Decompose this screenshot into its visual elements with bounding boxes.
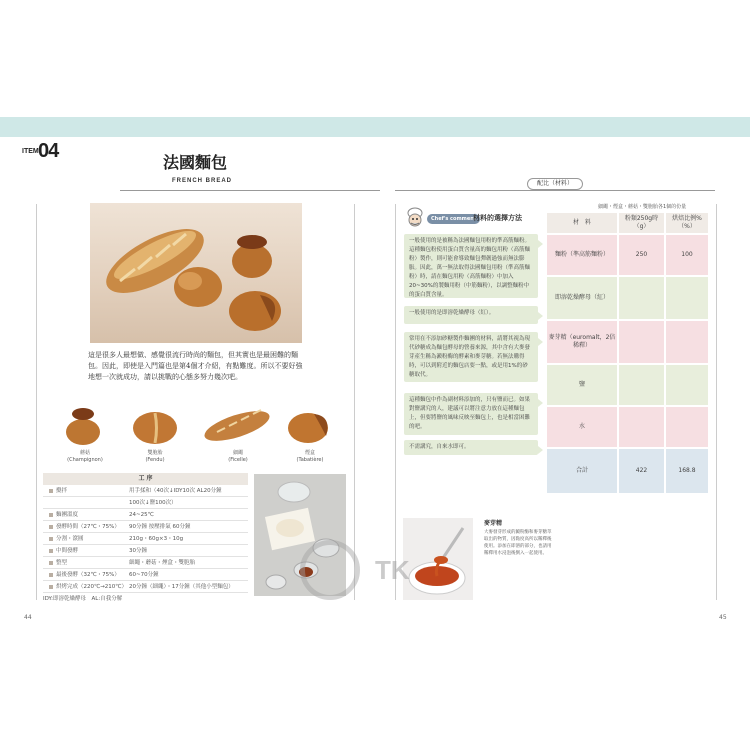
comment-salt: 這種麵包中作為副材料添加的，只有鹽而已。如果對鹽講究的人，建議可以將注意力放在這種麵包上，但要將鹽的風味反映至麵包上，也是相當困難的吧。 xyxy=(404,393,538,435)
variety-en: (Fendu) xyxy=(145,457,165,463)
chef-comment-title: 材料的選擇方法 xyxy=(473,214,522,222)
row-yeast-pct xyxy=(666,277,708,319)
variety-name: 雙胞胎 xyxy=(147,450,163,456)
recipe-label: 配比（材料） xyxy=(527,178,583,190)
intro-text: 這是很多人最想做、感覺很流行時尚的麵包，但其實也是最困難的麵包。因此，即使是入門篇也是第4個才介紹，有點難度。所以不要好強地想一次就成功，請以挑戰的心態多努力幾次吧。 xyxy=(88,351,303,381)
process-key: 發酵時間（27℃・75%） xyxy=(49,522,120,533)
chef-badge: Chef's comment xyxy=(427,214,480,224)
header-grams: 粉類250g時（g） xyxy=(619,213,664,233)
process-value: 細繩・蘑菇・煙盒・雙胞胎 xyxy=(129,560,196,566)
row-water-pct xyxy=(666,407,708,447)
row-total-g: 422 xyxy=(619,449,664,493)
process-key: 麵團溫度 xyxy=(49,510,78,521)
row-salt-g xyxy=(619,365,664,405)
row-flour-pct: 100 xyxy=(666,235,708,275)
process-row xyxy=(43,486,248,497)
variety-en: (Tabatière) xyxy=(296,457,324,463)
row-malt-name: 麥芽精（euromalt，2倍稀釋） xyxy=(547,321,617,363)
main-bread-photo xyxy=(90,203,302,343)
process-value: 24~25℃ xyxy=(129,512,154,518)
comment-yeast: 一般使用的是即溶乾燥酵母（紅）。 xyxy=(404,306,538,324)
variety-ficelle xyxy=(203,400,263,463)
process-row xyxy=(43,546,248,557)
page-number-left: 44 xyxy=(24,614,32,621)
row-flour-g: 250 xyxy=(619,235,664,275)
variety-name: 煙盒 xyxy=(304,450,315,456)
title-rule xyxy=(120,190,380,191)
malt-text: 大麥發芽形成的澱粉酶和麥芽糖萃取出的物質，因黏度高所以稀釋後使用。添加在即溶的部分，也請用稀釋用水浸泡後倒入一起使用。 xyxy=(484,530,552,556)
comment-malt: 常用在不添加砂糖製作麵團的材料，請將其視為現代砂糖成為麵包酵母的營養來源，其中含有大麥發芽產生稱為澱粉酶的酵素和麥芽糖。若無法購得時，可以到附近的麵包店要一點，或是用1%的砂糖取代。 xyxy=(404,332,538,382)
variety-tabatiere xyxy=(280,400,340,463)
process-row xyxy=(43,558,248,569)
watermark-text: TK xyxy=(375,555,410,585)
page-title: 法國麵包 xyxy=(163,153,228,172)
item-number: 04 xyxy=(38,140,59,162)
chef-icon xyxy=(404,207,426,229)
process-value: 60~70分鐘 xyxy=(129,572,159,578)
header-material: 材 料 xyxy=(547,213,617,233)
process-row xyxy=(43,534,248,545)
process-value: 210g・60g×3・10g xyxy=(129,536,184,542)
recipe-note: 細繩・煙盒・蘑菇・雙胞胎各1個的份量 xyxy=(598,204,687,210)
row-total-pct: 168.8 xyxy=(666,449,708,493)
process-key: 最後發酵（32℃・75%） xyxy=(49,570,120,581)
process-key: 烘烤完成（220℃→210℃） xyxy=(49,582,127,593)
variety-en: (Ficelle) xyxy=(228,457,248,463)
process-row xyxy=(43,522,248,533)
process-key: 攪拌 xyxy=(49,486,67,497)
bread-varieties xyxy=(55,400,345,480)
process-value: 30分鐘 xyxy=(129,548,147,554)
title-rule-right xyxy=(395,190,715,191)
variety-name: 細繩 xyxy=(232,450,243,456)
process-value: 90分鐘 按壓排氣 60分鐘 xyxy=(129,524,191,530)
process-table-header: 工 序 xyxy=(43,473,248,485)
variety-en: (Champignon) xyxy=(67,457,103,463)
row-yeast-name: 即溶乾燥酵母（紅） xyxy=(547,277,617,319)
process-footnote: IDY:即溶乾燥酵母 AL:自我分解 xyxy=(43,596,123,602)
variety-fendu xyxy=(125,400,185,463)
page-subtitle: FRENCH BREAD xyxy=(172,178,232,184)
variety-champignon xyxy=(55,400,115,463)
comment-flour: 一般使用的是被稱為法國麵包用粉的準高筋麵粉。這種麵包粉使用蛋白質含量高的麵包用粉（高筋麵粉）製作，則可能會導致麵包彈韌過強而無法膨脹。因此，萬一無法取得法國麵包用粉（準高筋麵粉）時，請在麵包用粉（高筋麵粉）中加入20~30%的製麵用粉（中筋麵粉），以調整麵粉中的蛋白質含量。 xyxy=(404,234,538,298)
row-yeast-g xyxy=(619,277,664,319)
row-water-g xyxy=(619,407,664,447)
process-row xyxy=(43,510,248,521)
gutter-line-left xyxy=(354,204,355,600)
malt-title: 麥芽精 xyxy=(484,520,503,527)
process-row xyxy=(43,498,248,509)
variety-name: 蘑菇 xyxy=(79,450,90,456)
row-total-name: 合計 xyxy=(547,449,617,493)
row-salt-pct xyxy=(666,365,708,405)
row-water-name: 水 xyxy=(547,407,617,447)
comment-water: 不需講究，自來水即可。 xyxy=(404,440,538,455)
gutter-line-right xyxy=(395,204,396,600)
process-key: 整型 xyxy=(49,558,67,569)
process-row xyxy=(43,570,248,581)
row-malt-g xyxy=(619,321,664,363)
item-word: ITEM xyxy=(22,148,39,155)
header-percent: 烘焙比例%（%） xyxy=(666,213,708,233)
page-number-right: 45 xyxy=(719,614,727,621)
margin-line-right xyxy=(716,204,717,600)
process-value: 20分鐘（細繩）・17分鐘（其他小型麵包） xyxy=(129,584,234,590)
process-value: 用手揉和（40次↓IDY10次 AL20分鐘 xyxy=(129,488,222,494)
process-key: 分割・滾圓 xyxy=(49,534,84,545)
row-malt-pct xyxy=(666,321,708,363)
watermark-logo xyxy=(300,540,360,600)
margin-line-left xyxy=(36,204,37,600)
row-salt-name: 鹽 xyxy=(547,365,617,405)
process-value: 100次↓鹽100次） xyxy=(129,500,177,506)
header-band xyxy=(0,117,750,137)
malt-syrup-photo xyxy=(403,518,473,600)
process-key: 中間發酵 xyxy=(49,546,78,557)
process-row xyxy=(43,582,248,593)
row-flour-name: 麵粉（準高筋麵粉） xyxy=(547,235,617,275)
